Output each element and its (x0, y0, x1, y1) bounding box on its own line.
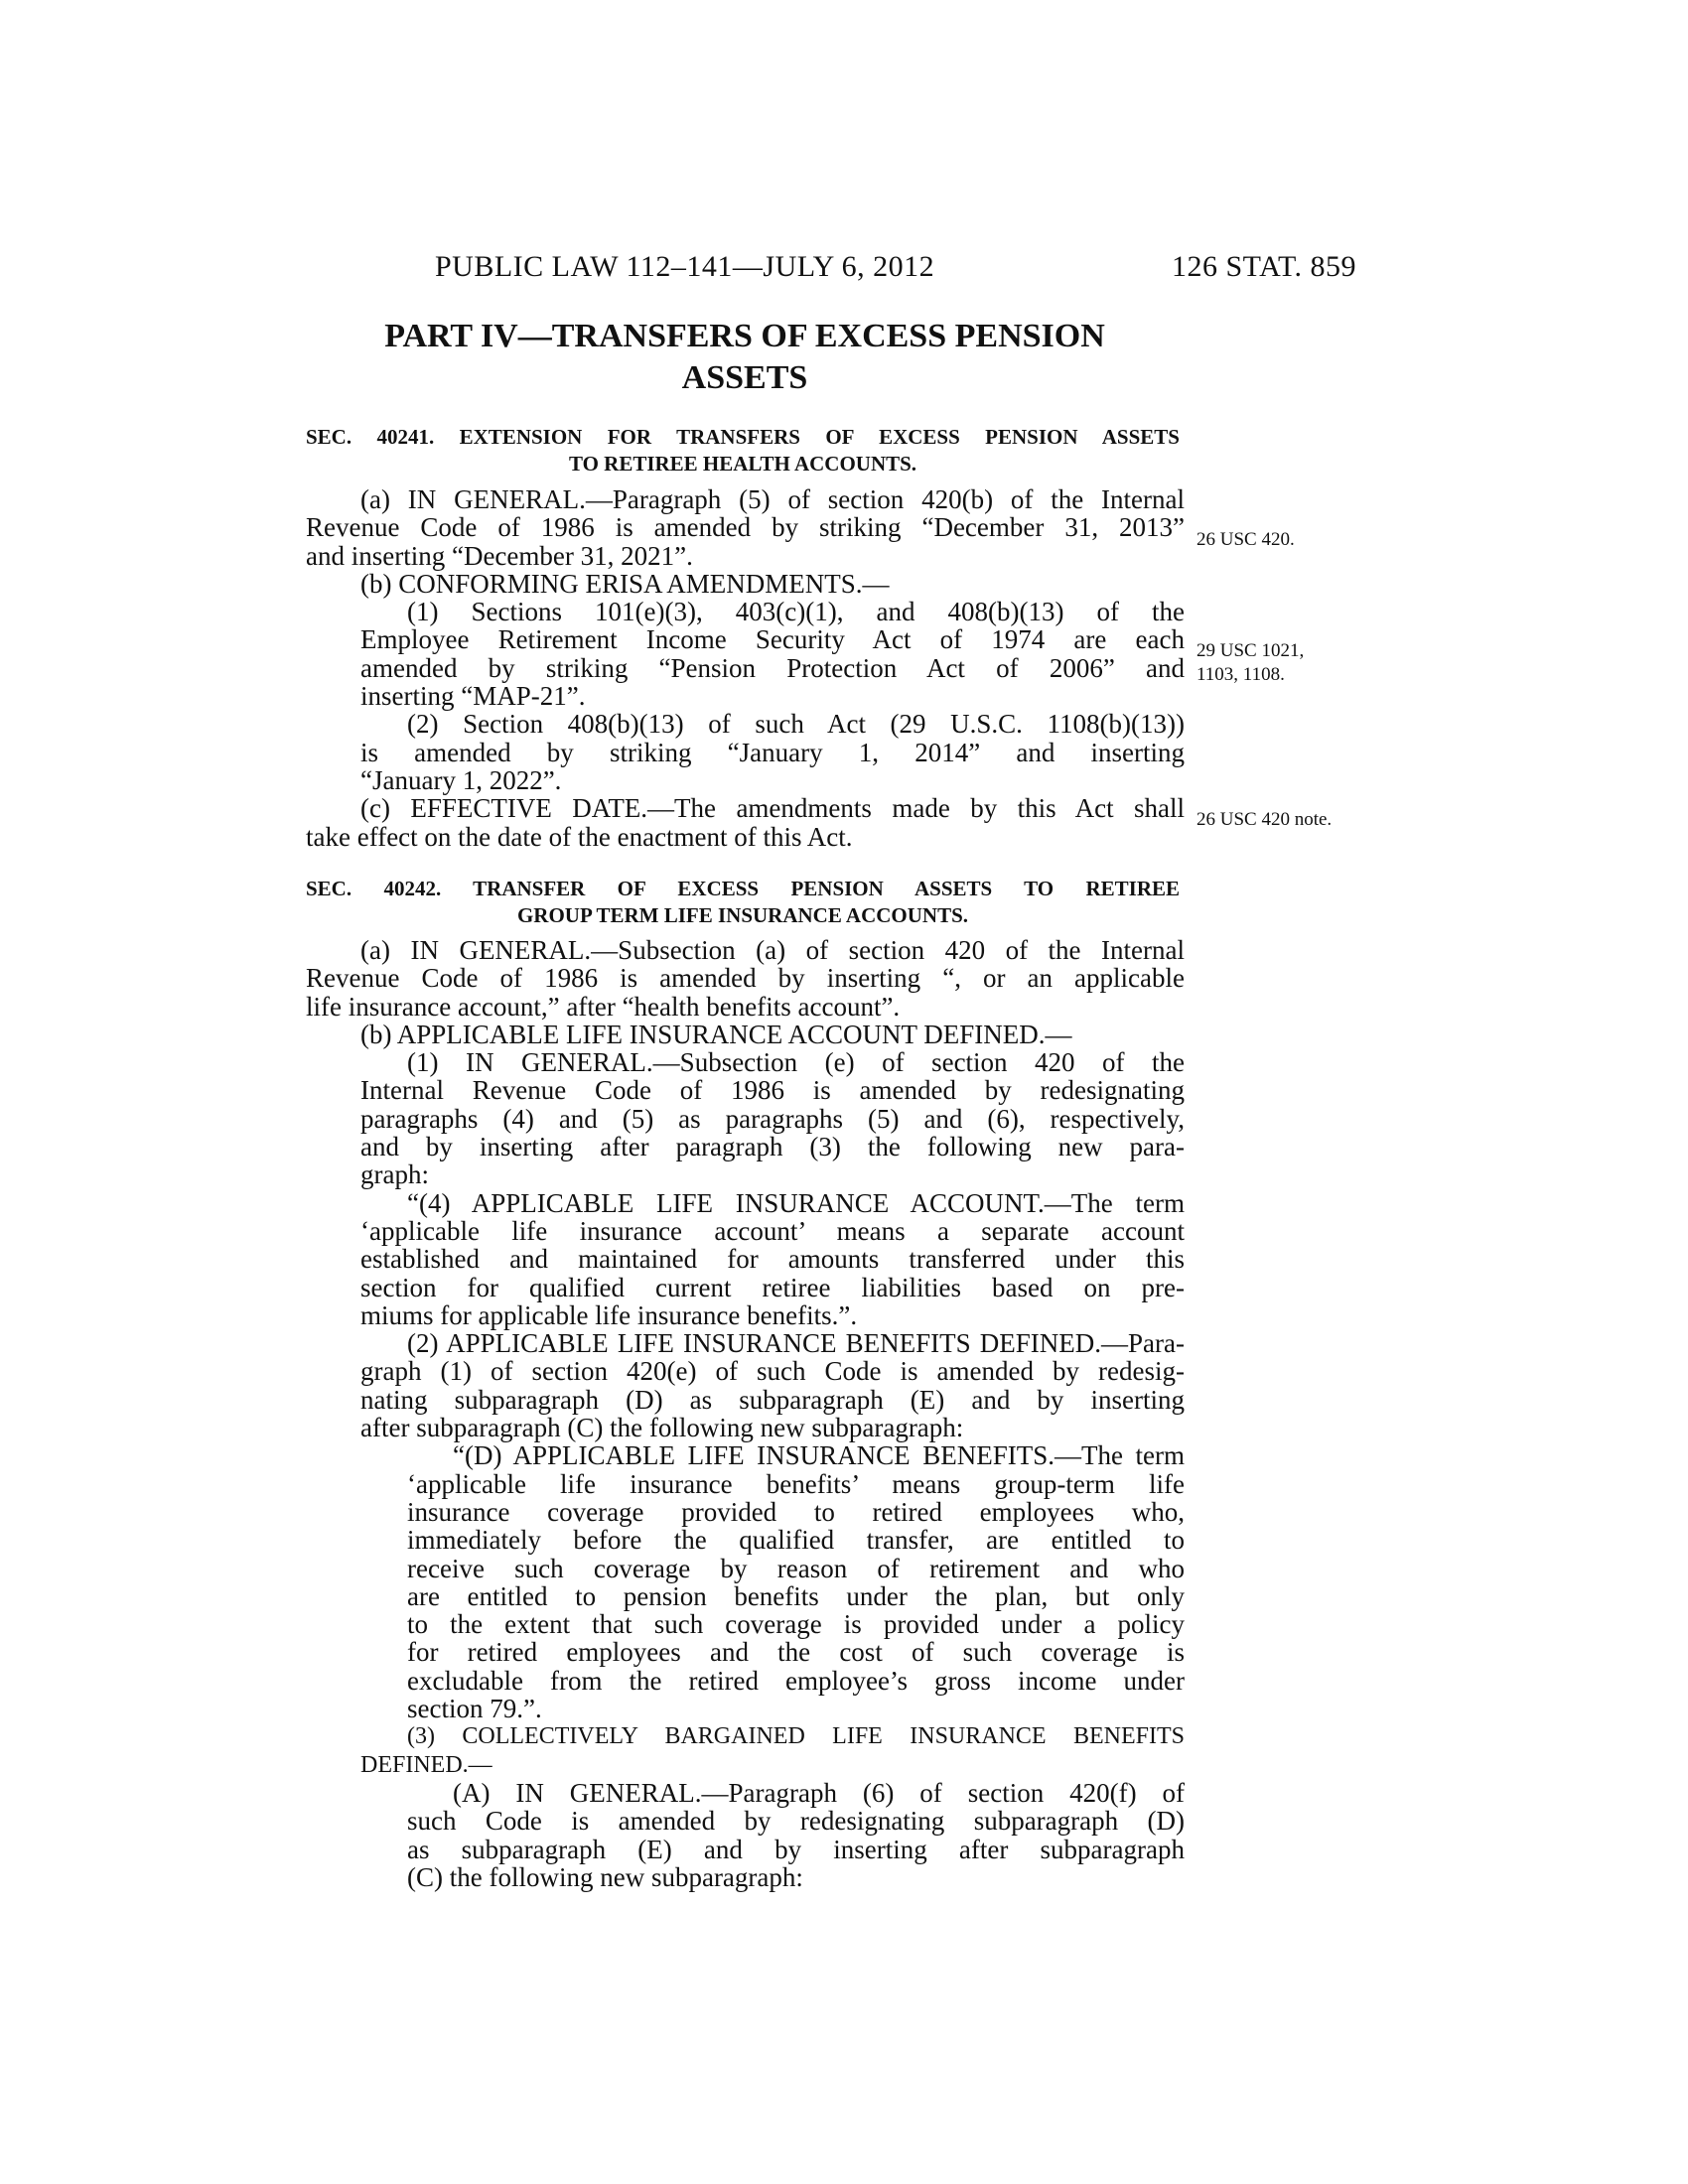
text-line: such Code is amended by redesignating subparagraph (D) (407, 1806, 1185, 1837)
margin-note-line: 29 USC 1021, (1196, 640, 1305, 661)
text-line: nating subparagraph (D) as subparagraph (E) and by inserting (360, 1384, 1185, 1415)
text-line: inserting “MAP-21”. (360, 681, 586, 712)
margin-note-26usc420: 26 USC 420. (1196, 529, 1295, 550)
text-line: Employee Retirement Income Security Act of 1974 are each (360, 624, 1185, 655)
margin-note-line: 1103, 1108. (1196, 664, 1285, 685)
text-line: excludable from the retired employee’s gross income under (407, 1665, 1185, 1696)
text-line: Revenue Code of 1986 is amended by inserting “, or an applicable (306, 963, 1185, 994)
text-line: immediately before the qualified transfer, are entitled to (407, 1525, 1185, 1556)
text-line: ‘applicable life insurance account’ means a separate account (360, 1215, 1185, 1246)
margin-note-26usc420-note: 26 USC 420 note. (1196, 809, 1333, 830)
text-line: (2) Section 408(b)(13) of such Act (29 U.S.C. 1108(b)(13)) (407, 709, 1185, 740)
text-line: are entitled to pension benefits under the plan, but only (407, 1580, 1185, 1611)
section-heading-40242 (306, 876, 1180, 929)
text-line: (2) APPLICABLE LIFE INSURANCE BENEFITS DEFINED.—Para- (407, 1328, 1185, 1359)
text-line: (1) Sections 101(e)(3), 403(c)(1), and 408(b)(13) of the (407, 597, 1185, 627)
text-line: “January 1, 2022”. (360, 764, 562, 795)
text-line: “(4) APPLICABLE LIFE INSURANCE ACCOUNT.—The term (407, 1187, 1185, 1218)
text-line: paragraphs (4) and (5) as paragraphs (5) and (6), respectively, (360, 1103, 1185, 1134)
text-line: life insurance account,” after “health benefits account”. (306, 991, 901, 1022)
section-heading-line2: TO RETIREE HEALTH ACCOUNTS. (568, 452, 917, 476)
text-line: (c) EFFECTIVE DATE.—The amendments made by this Act shall (360, 793, 1185, 824)
part-title-line1: PART IV—TRANSFERS OF EXCESS PENSION (384, 318, 1105, 354)
text-line: (C) the following new subparagraph: (407, 1861, 803, 1892)
text-line: for retired employees and the cost of such coverage is (407, 1637, 1185, 1668)
text-line: graph: (360, 1160, 429, 1190)
text-line: (a) IN GENERAL.—Paragraph (5) of section 420(b) of the Internal (360, 484, 1185, 514)
margin-note-29usc1021 (1196, 639, 1304, 687)
text-line: graph (1) of section 420(e) of such Code is amended by redesig- (360, 1356, 1185, 1387)
text-line: (3) COLLECTIVELY BARGAINED LIFE INSURANCE BENEFITS (407, 1723, 1185, 1750)
subsection-b-heading: (b) APPLICABLE LIFE INSURANCE ACCOUNT DEFINED.— (360, 1019, 1072, 1049)
section-heading-line2: GROUP TERM LIFE INSURANCE ACCOUNTS. (516, 903, 969, 927)
text-line: miums for applicable life insurance benefits.”. (360, 1299, 858, 1330)
subsection-b-heading: (b) CONFORMING ERISA AMENDMENTS.— (360, 568, 890, 599)
text-line: established and maintained for amounts transferred under this (360, 1244, 1185, 1275)
text-line: to the extent that such coverage is provided under a policy (407, 1609, 1185, 1640)
running-header-title: PUBLIC LAW 112–141—JULY 6, 2012 (435, 250, 935, 283)
text-line: section 79.”. (407, 1694, 542, 1724)
text-line: “(D) APPLICABLE LIFE INSURANCE BENEFITS.—The term (453, 1440, 1185, 1471)
text-line: Internal Revenue Code of 1986 is amended by redesignating (360, 1075, 1185, 1106)
text-line: (A) IN GENERAL.—Paragraph (6) of section 420(f) of (453, 1777, 1185, 1808)
text-line: receive such coverage by reason of retirement and who (407, 1553, 1185, 1583)
text-line: and by inserting after paragraph (3) the following new para- (360, 1132, 1185, 1162)
subsection-a-general (306, 485, 1185, 851)
part-title (298, 316, 1192, 399)
part-title-line2: ASSETS (681, 359, 808, 396)
section-heading-line1: SEC. 40241. EXTENSION FOR TRANSFERS OF EXCESS PENSION ASSETS (306, 425, 1180, 449)
text-line: as subparagraph (E) and by inserting after subparagraph (407, 1834, 1185, 1864)
text-line: insurance coverage provided to retired employees who, (407, 1496, 1185, 1527)
text-line: take effect on the date of the enactment of this Act. (306, 821, 853, 852)
text-line: amended by striking “Pension Protection Act of 2006” and (360, 652, 1185, 683)
text-line: DEFINED.— (360, 1751, 492, 1778)
running-header-stat: 126 STAT. 859 (1172, 250, 1357, 283)
text-line: is amended by striking “January 1, 2014” and inserting (360, 737, 1185, 767)
section-40242-body (306, 936, 1185, 1891)
text-line: after subparagraph (C) the following new subparagraph: (360, 1413, 964, 1443)
text-line: (1) IN GENERAL.—Subsection (e) of section 420 of the (407, 1047, 1185, 1078)
text-line: section for qualified current retiree liabilities based on pre- (360, 1272, 1185, 1302)
section-heading-40241 (306, 424, 1180, 478)
text-line: and inserting “December 31, 2021”. (306, 540, 693, 571)
text-line: (a) IN GENERAL.—Subsection (a) of section 420 of the Internal (360, 935, 1185, 965)
section-heading-line1: SEC. 40242. TRANSFER OF EXCESS PENSION ASSETS TO RETIREE (306, 877, 1180, 900)
text-line: Revenue Code of 1986 is amended by striking “December 31, 2013” (306, 512, 1185, 543)
text-line: ‘applicable life insurance benefits’ means group-term life (407, 1468, 1185, 1499)
